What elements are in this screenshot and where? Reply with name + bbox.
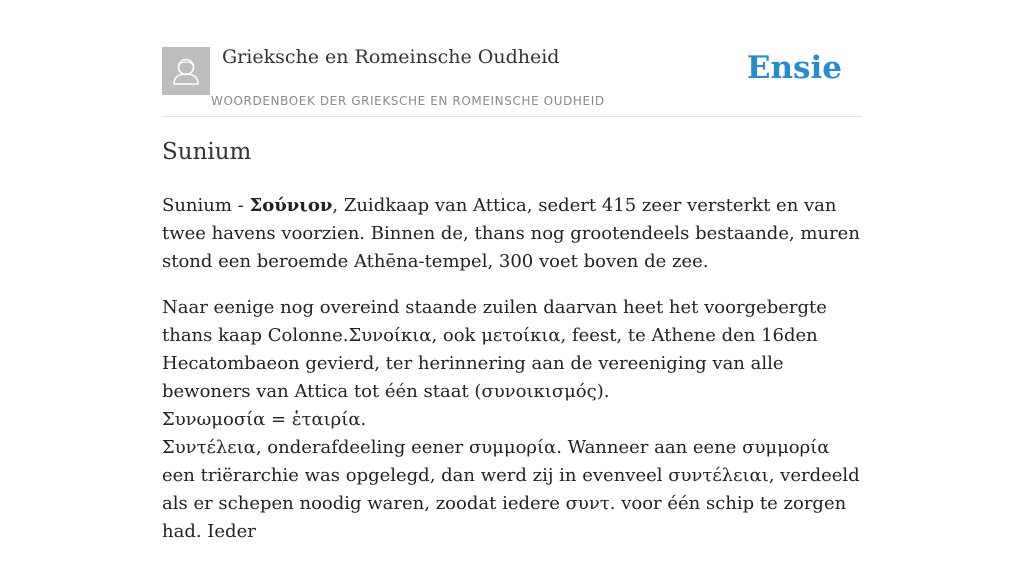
article-body <box>162 192 862 564</box>
greek-term: Σούνιον <box>249 195 333 216</box>
paragraph-text: Naar eenige nog overeind staande zuilen daarvan heet het voorgebergte thans kaap Colonne.Συνοίκια, ook μετοίκια, feest, te Athene den 16den Hecatombaeon gevierd, ter herinnering aan de vereeniging van alle bewoners van Attica tot één staat (συνοικισμός). <box>162 297 827 402</box>
paragraph-text: , Zuidkaap van Attica, sedert 415 zeer versterkt en van twee havens voorzien. Binnen de, thans nog grootendeels bestaande, muren stond een beroemde Athēna-tempel, 300 voet boven de zee. <box>162 195 860 272</box>
site-header <box>162 0 862 117</box>
article-paragraph <box>162 192 862 276</box>
headword: Sunium - <box>162 195 250 216</box>
user-silhouette-icon <box>162 47 210 95</box>
paragraph-text: Συνωμοσία = ἑταιρία. <box>162 409 367 430</box>
brand-logo[interactable]: Ensie <box>746 50 842 86</box>
page <box>162 0 862 542</box>
site-title[interactable]: Grieksche en Romeinsche Oudheid <box>222 46 560 68</box>
paragraph-text: Συντέλεια, onderafdeeling eener συμμορία. Wanneer aan eene συμμορία een triërarchie was opgelegd, dan werd zij in evenveel συντέλειαι, verdeeld als er schepen noodig waren, zoodat iedere συντ. voor één schip te zorgen had. Ieder <box>162 437 860 542</box>
article-paragraph <box>162 294 862 546</box>
avatar[interactable] <box>162 47 210 95</box>
site-subtitle: WOORDENBOEK DER GRIEKSCHE EN ROMEINSCHE OUDHEID <box>211 94 605 108</box>
article-title: Sunium <box>162 139 252 165</box>
